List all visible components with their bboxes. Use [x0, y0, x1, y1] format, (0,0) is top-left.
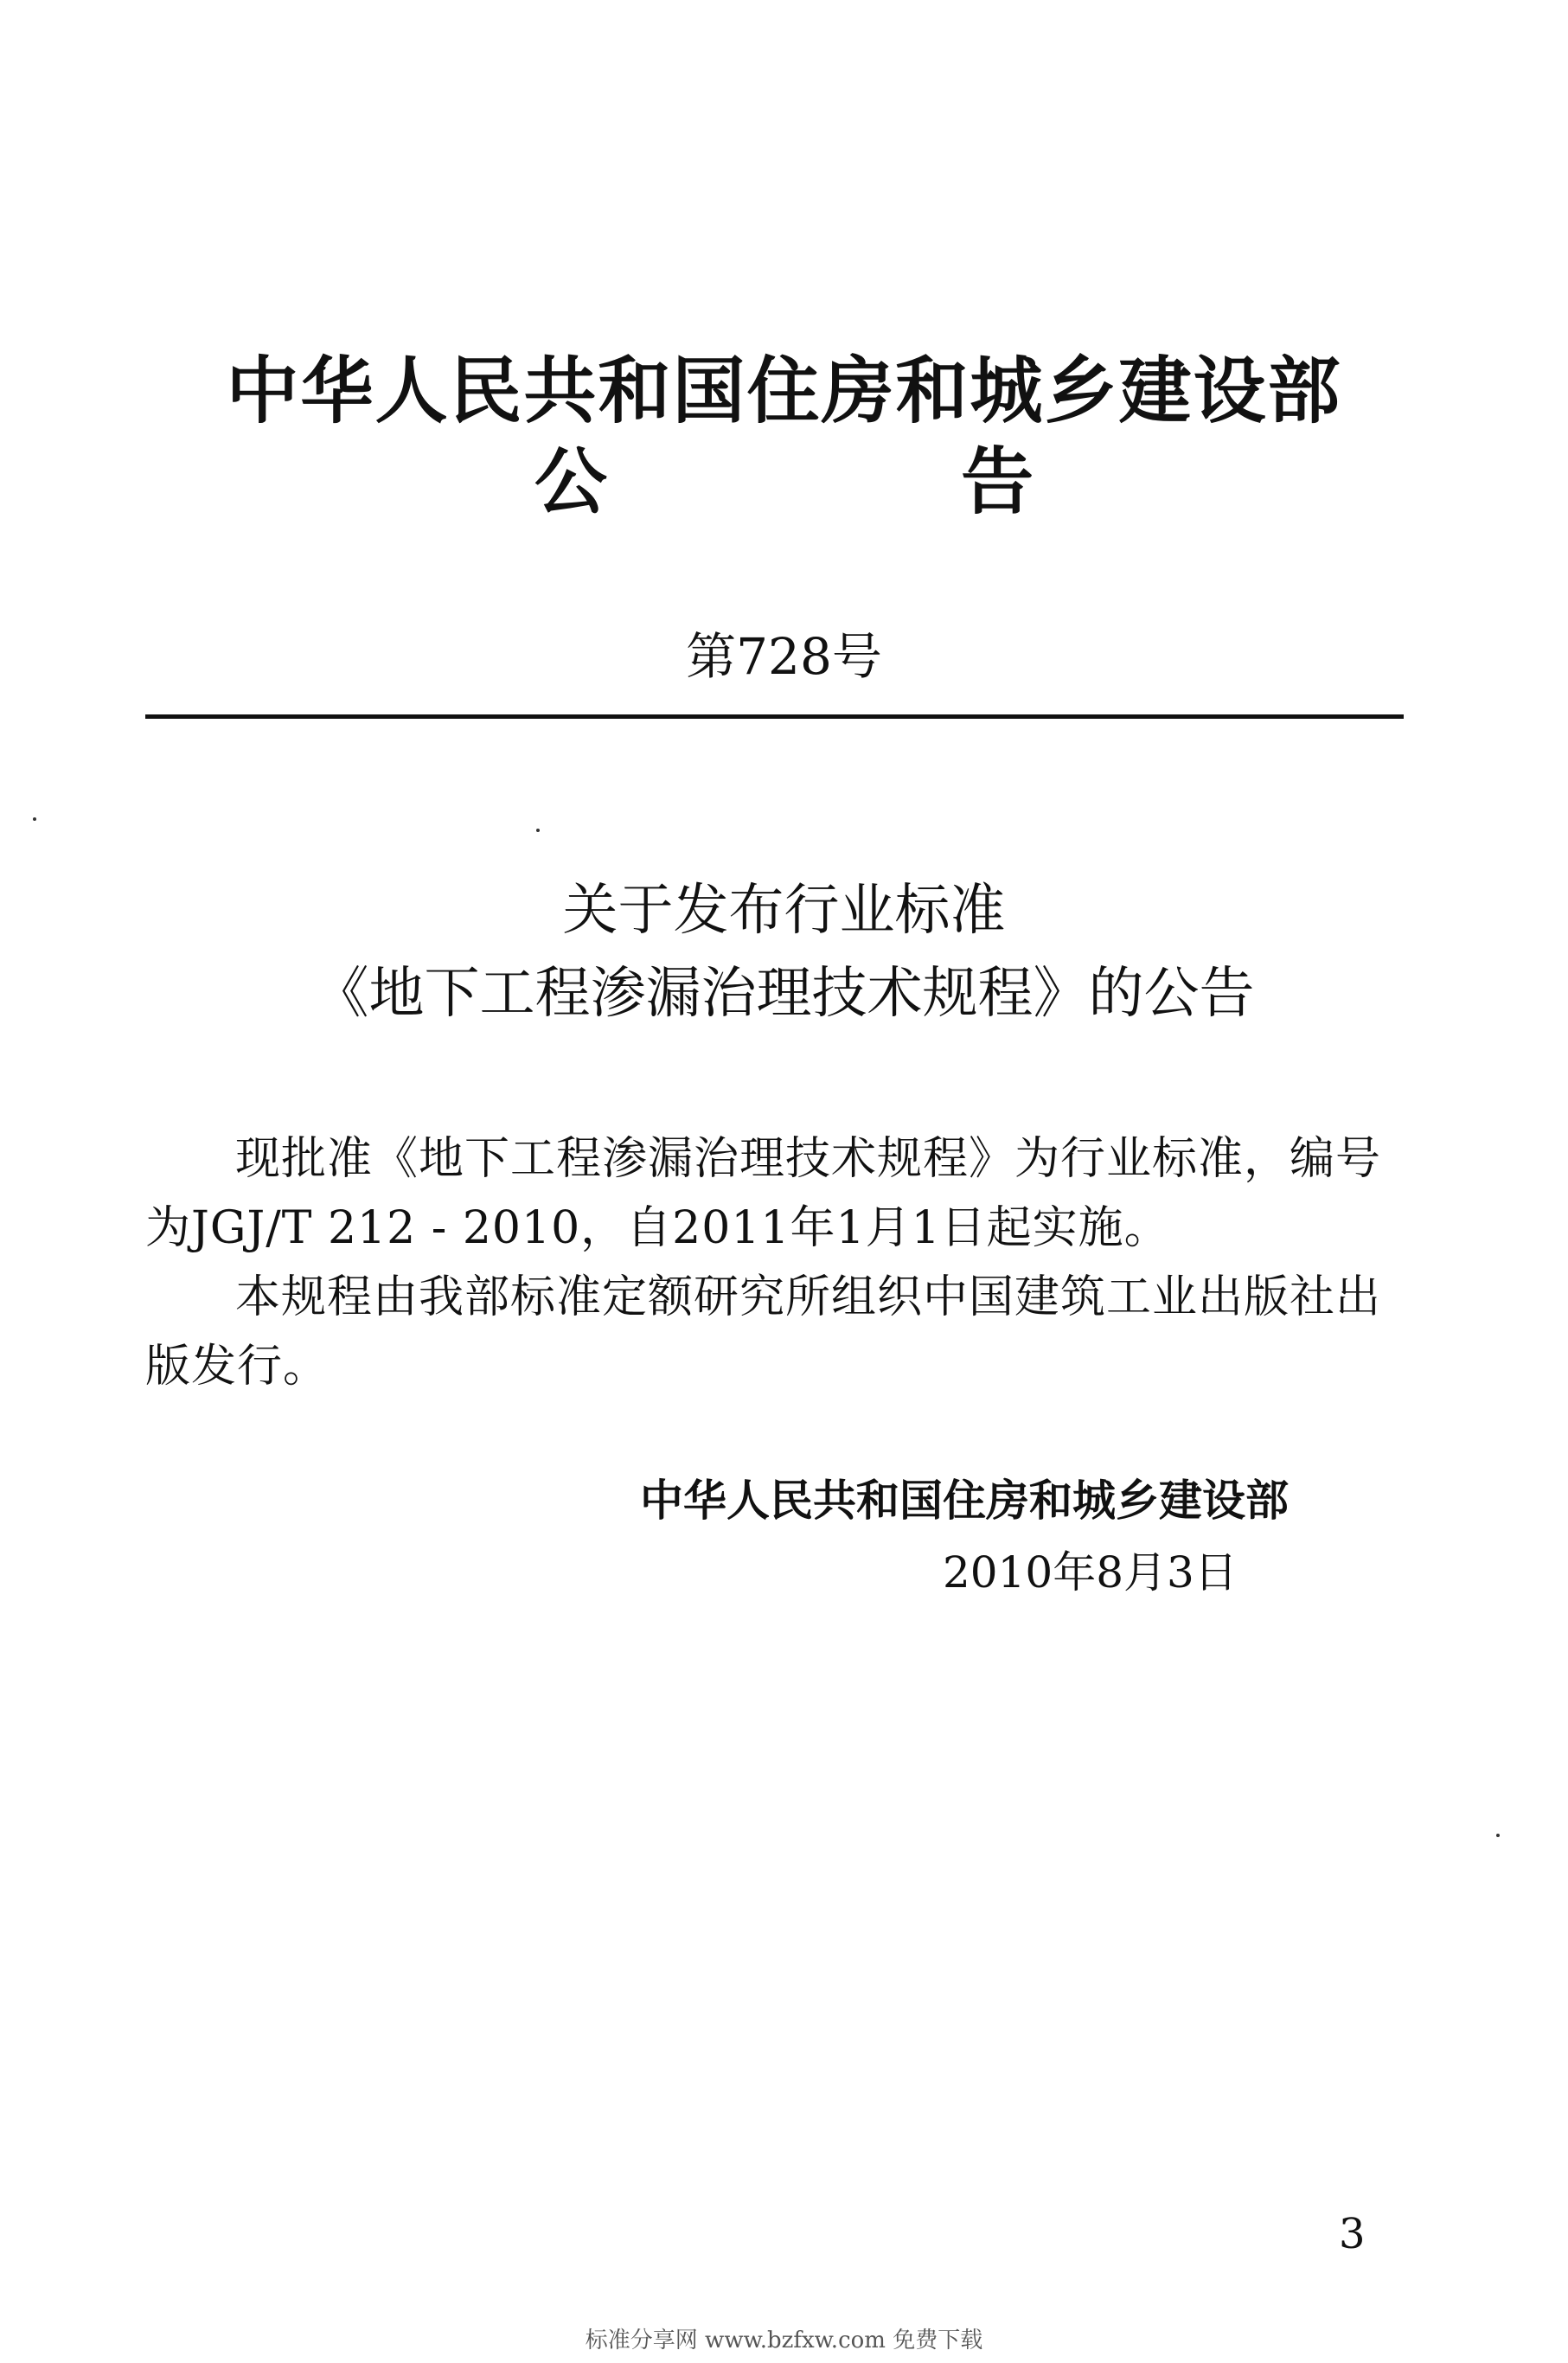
announcement-title-line-1: 关于发布行业标准: [562, 879, 1006, 943]
page-number: 3: [1339, 2210, 1366, 2258]
notice-label: 公 告: [534, 439, 1199, 524]
body-paragraph-publication: 本规程由我部标准定额研究所组织中国建筑工业出版社出版发行。: [145, 1271, 1382, 1393]
body-paragraph-approval: 现批准《地下工程渗漏治理技术规程》为行业标准，编号为JGJ/T 212 - 2010，自2011年1月1日起实施。: [145, 1133, 1382, 1254]
document-number: 第728号: [686, 627, 882, 686]
signing-date: 2010年8月3日: [943, 1547, 1238, 1598]
announcement-title-line-2: 《地下工程渗漏治理技术规程》的公告: [313, 962, 1255, 1026]
scan-speck: [33, 817, 36, 821]
signing-organization: 中华人民共和国住房和城乡建设部: [640, 1476, 1289, 1526]
scan-speck: [1496, 1834, 1500, 1837]
scan-speck: [536, 829, 540, 832]
footer-watermark: 标准分享网 www.bzfxw.com 免费下载: [585, 2328, 983, 2353]
ministry-title: 中华人民共和国住房和城乡建设部: [226, 349, 1342, 433]
header-divider: [145, 714, 1404, 719]
announcement-title: [0, 869, 1568, 1035]
